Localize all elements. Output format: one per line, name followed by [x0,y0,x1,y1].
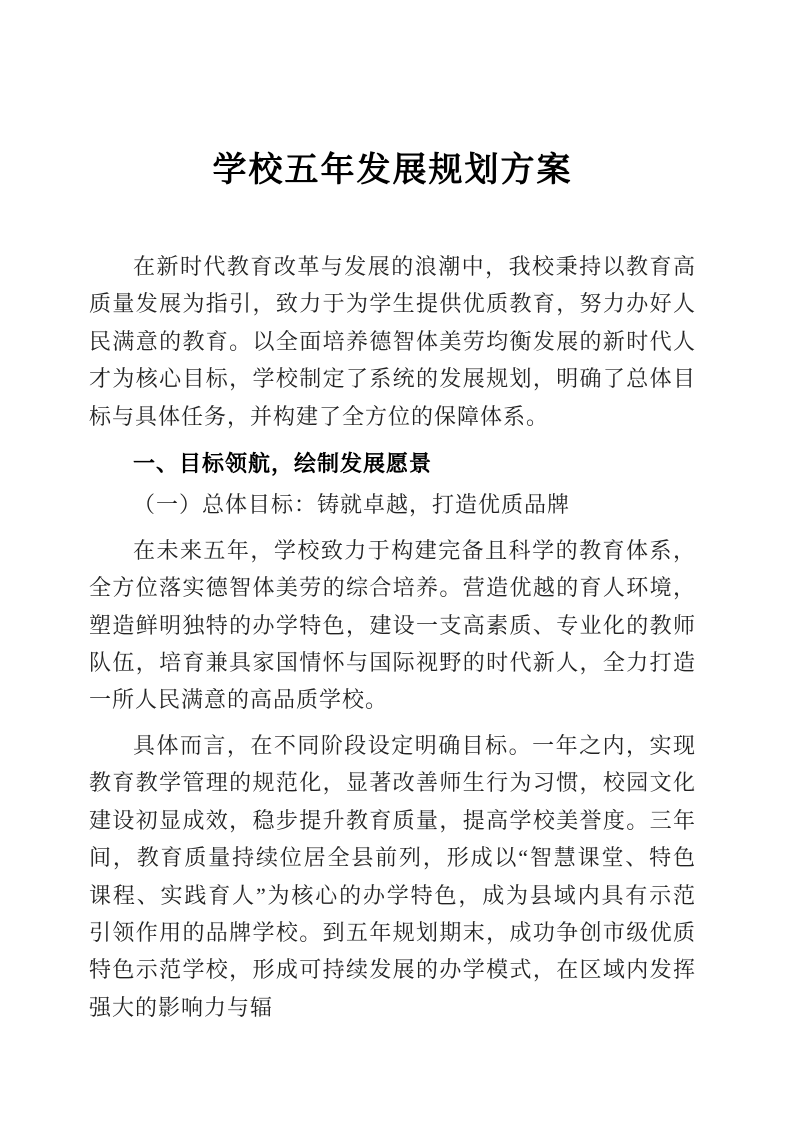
section-1-paragraph-overall-goal: 在未来五年，学校致力于构建完备且科学的教育体系，全方位落实德智体美劳的综合培养。营造优越的育人环境，塑造鲜明独特的办学特色，建设一支高素质、专业化的教师队伍，培育兼具家国情怀与国际视野的时代新人，全力打造一所人民满意的高品质学校。 [89,537,696,713]
intro-paragraph: 在新时代教育改革与发展的浪潮中，我校秉持以教育高质量发展为指引，致力于为学生提供优质教育，努力办好人民满意的教育。以全面培养德智体美劳均衡发展的新时代人才为核心目标，学校制定了系统的发展规划，明确了总体目标与具体任务，并构建了全方位的保障体系。 [89,254,696,429]
section-1-paragraph-stage-goals: 具体而言，在不同阶段设定明确目标。一年之内，实现教育教学管理的规范化，显著改善师生行为习惯，校园文化建设初显成效，稳步提升教育质量，提高学校美誉度。三年间，教育质量持续位居全县前列，形成以“智慧课堂、特色课程、实践育人”为核心的办学特色，成为县域内具有示范引领作用的品牌学校。到五年规划期末，成功争创市级优质特色示范学校，形成可持续发展的办学模式，在区域内发挥强大的影响力与辐 [89,732,696,1020]
section-1-heading: 一、目标领航，绘制发展愿景 [133,451,433,477]
document-title: 学校五年发展规划方案 [212,151,573,189]
section-1-subheading: （一）总体目标：铸就卓越，打造优质品牌 [133,492,571,518]
